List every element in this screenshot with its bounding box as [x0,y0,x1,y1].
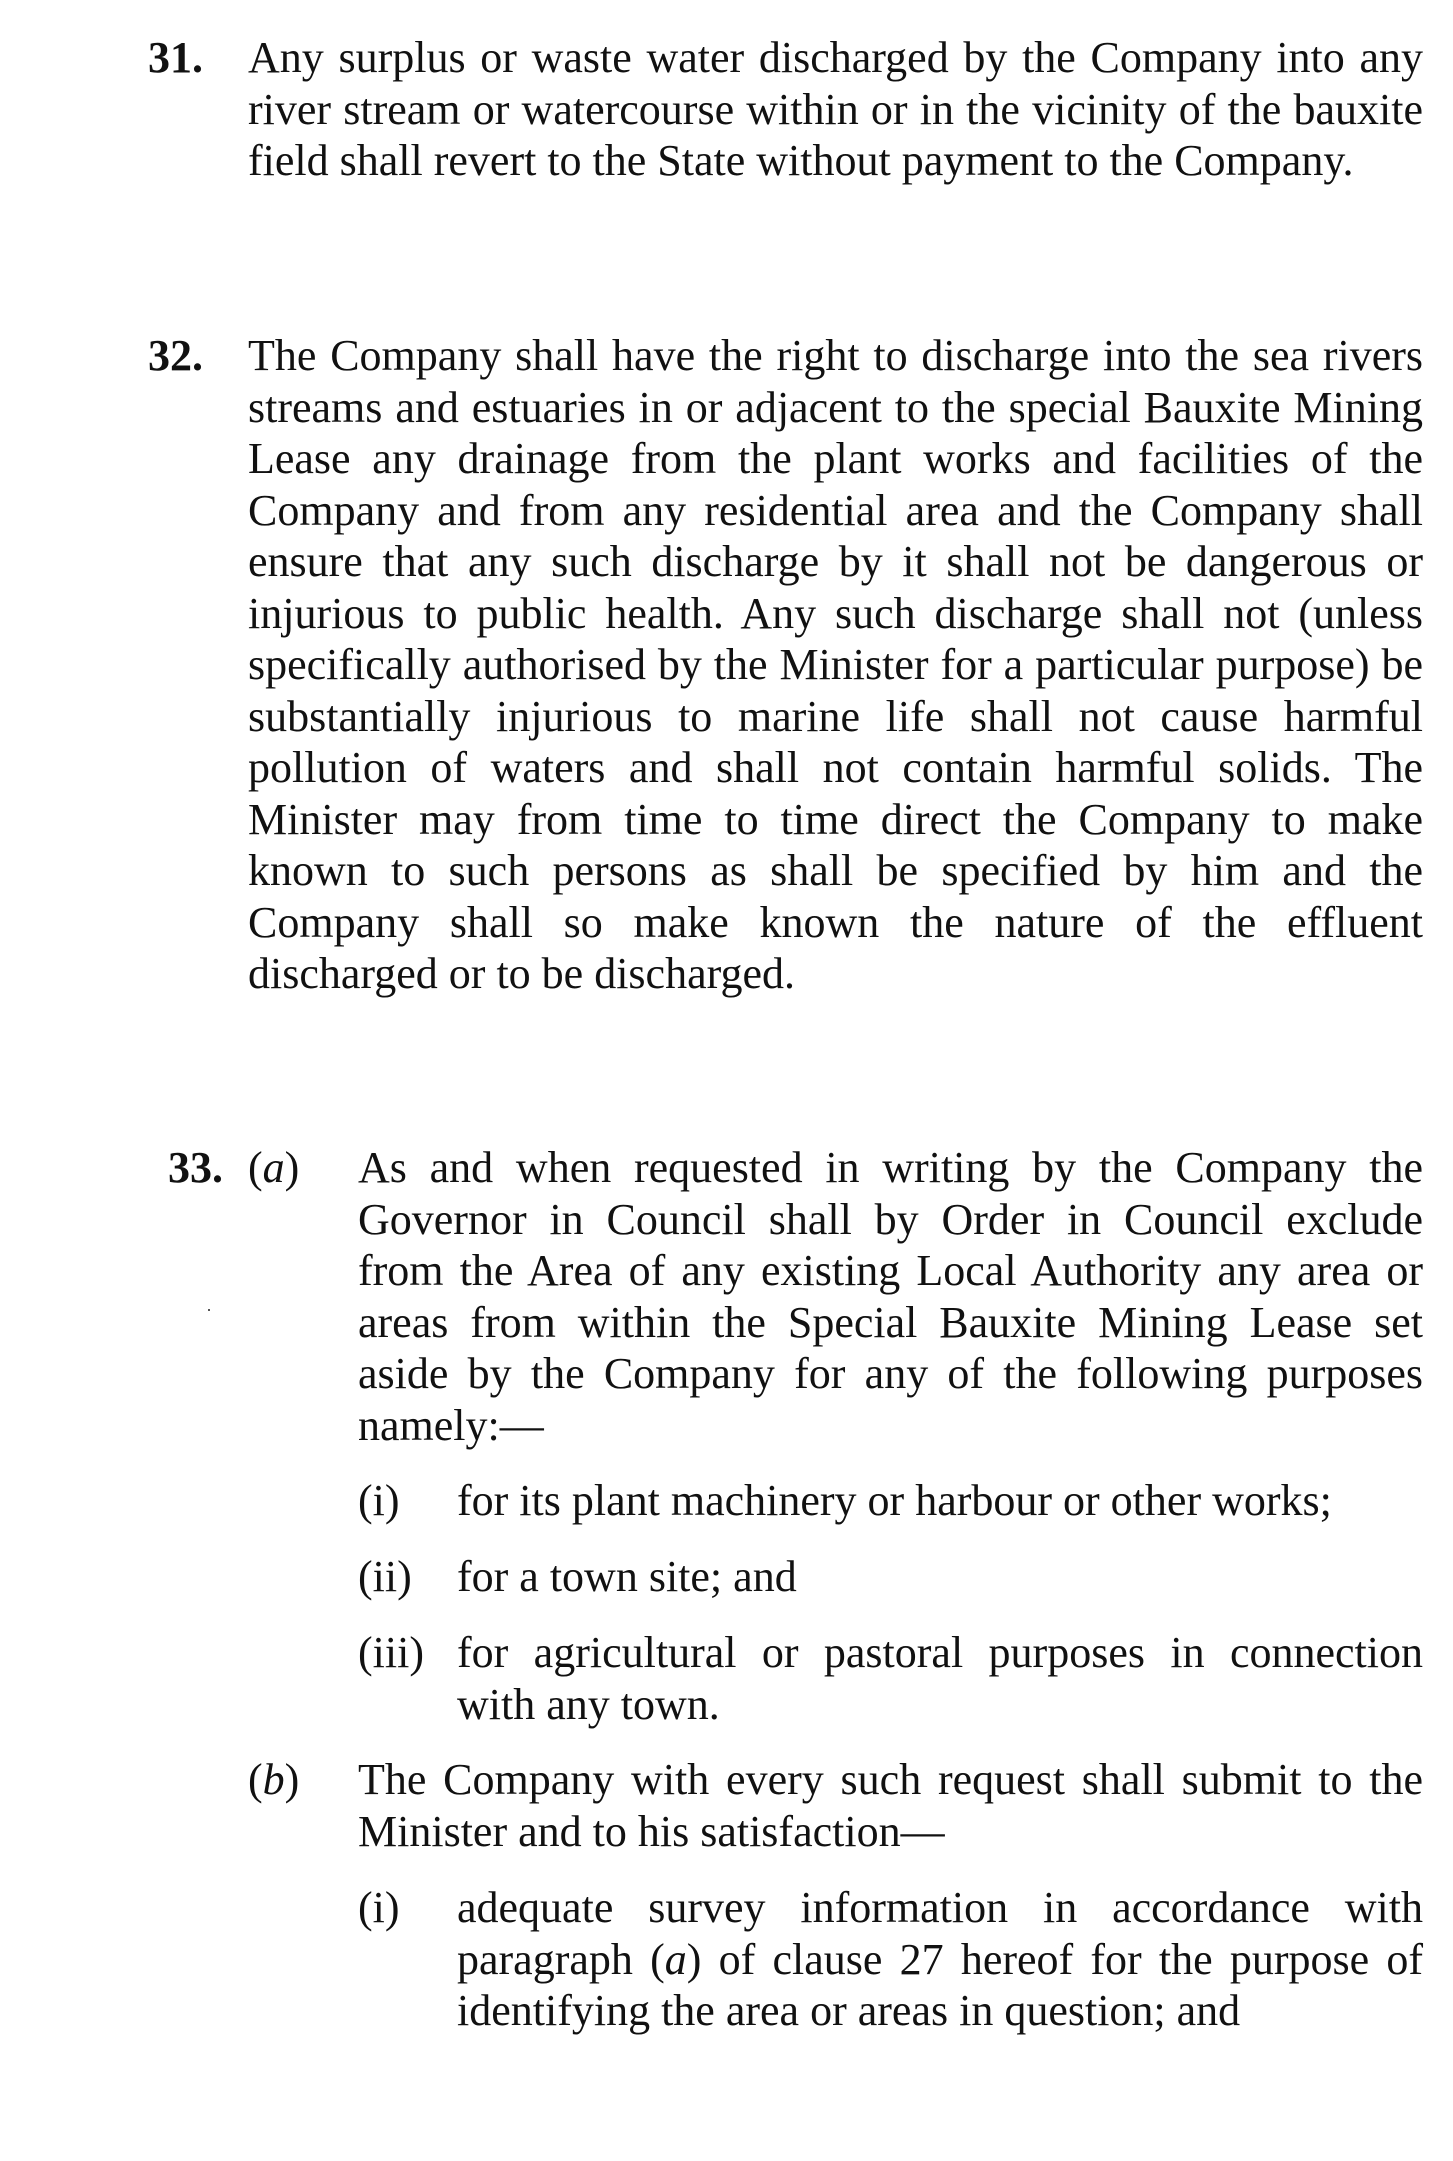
paragraph-letter-text: a [262,1143,285,1192]
paragraph-a-text: As and when requested in writing by the Company the Governor in Council shall by Order in Council exclude from the Area of any existing Local Authority any area or areas from within the Special Bauxite Mining Lease set aside by the Company for any of the following purposes namely:— [358,1143,1423,1450]
clause-text: Any surplus or waste water discharged by the Company into any river stream or watercourse within or in the vicinity of the bauxite field shall revert to the State without payment to the Company. [248,33,1423,185]
clause-number: 33. [168,1143,223,1192]
item-text: for agricultural or pastoral purposes in connection with any town. [457,1628,1423,1729]
item-text-italic: a [664,1934,687,1984]
item-text-part: adequate survey information in accordance with paragraph [457,1883,1423,1984]
item-text-part: of clause 27 hereof for the purpose of identifying the area or areas in question; and [457,1934,1423,2035]
item-number: (i) [358,1476,400,1525]
paragraph-letter-a: (a) [248,1143,300,1192]
clause-text: The Company shall have the right to discharge into the sea rivers streams and estuaries in or adjacent to the special Bauxite Mining Lease any drainage from the plant works and facilities of the Company and from any residential area and the Company shall ensure that any such discharge by it shall not be dangerous or injurious to public health. Any such discharge shall not (unless specifically authorised by the Minister for a particular purpose) be substantially injurious to marine life shall not cause harmful pollution of waters and shall not contain harmful solids. The Minister may from time to time direct the Company to make known to such persons as shall be specified by him and the Company shall so make known the nature of the effluent discharged or to be discharged. [248,331,1423,998]
paragraph-letter-b: (b) [248,1755,300,1804]
clause-number: 32. [148,331,203,380]
paragraph-b-text: The Company with every such request shall submit to the Minister and to his satisfaction— [358,1755,1423,1856]
item-text: adequate survey information in accordance with paragraph (a) of clause 27 hereof for the purpose of identifying the area or areas in question; and [457,1883,1423,2035]
item-text: for its plant machinery or harbour or other works; [457,1476,1332,1525]
item-number: (ii) [358,1552,412,1601]
item-number: (iii) [358,1628,424,1677]
clause-number: 31. [148,33,203,82]
item-text: for a town site; and [457,1552,797,1601]
paragraph-letter-text: b [262,1755,285,1804]
scan-speck [208,1309,210,1311]
item-number: (i) [358,1883,400,1932]
